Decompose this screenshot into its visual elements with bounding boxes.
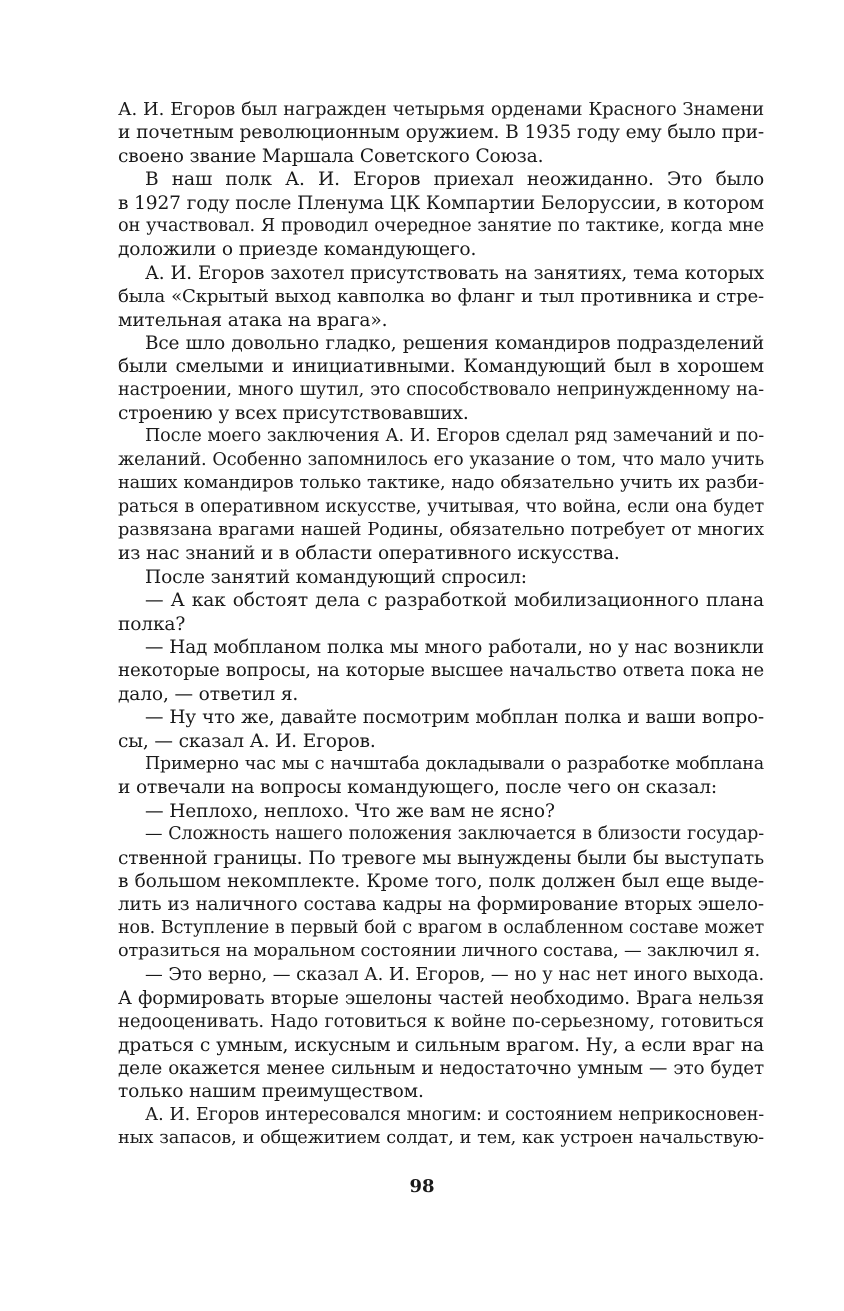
text-line: настроении, много шутил, это способствовало непринужденному на- — [118, 379, 764, 400]
text-line: — Над мобпланом полка мы много работали, но у нас возникли — [145, 636, 764, 658]
text-line: А. И. Егоров захотел присутствовать на занятиях, тема которых — [145, 262, 764, 284]
text-line: только нашим преимуществом. — [118, 1081, 424, 1103]
text-line: отразиться на моральном состоянии личного состава, — заключил я. — [118, 941, 761, 962]
text-line: Примерно час мы с начштаба докладывали о разработке мобплана — [145, 753, 764, 774]
text-line: и почетным революционным оружием. В 1935 году ему было при- — [118, 122, 764, 144]
text-line: он участвовал. Я проводил очередное занятие по тактике, когда мне — [118, 215, 764, 236]
text-line: А. И. Егоров был награжден четырьмя орденами Красного Знамени — [118, 99, 764, 120]
text-line: — А как обстоят дела с разработкой мобилизационного плана — [145, 590, 764, 612]
text-line: Все шло довольно гладко, решения командиров подразделений — [145, 332, 764, 354]
text-line: желаний. Особенно запомнилось его указание о том, что мало учить — [118, 449, 764, 470]
text-line: в большом некомплекте. Кроме того, полк должен был еще выде- — [118, 870, 764, 892]
text-line: развязана врагами нашей Родины, обязательно потребует от многих — [118, 520, 764, 541]
text-line: некоторые вопросы, на которые высшее начальство ответа пока не — [118, 660, 764, 682]
text-line: мительная атака на врага». — [118, 309, 388, 331]
text-line: После занятий командующий спросил: — [145, 566, 527, 588]
text-line: своено звание Маршала Советского Союза. — [118, 145, 544, 167]
text-line: лить из наличного состава кадры на формирование вторых эшело- — [118, 894, 764, 916]
text-line: в 1927 году после Пленума ЦК Компартии Белоруссии, в котором — [118, 192, 764, 214]
text-line: доложили о приезде командующего. — [118, 239, 477, 261]
text-line: и отвечали на вопросы командующего, после чего он сказал: — [118, 777, 718, 799]
text-line: драться с умным, искусным и сильным врагом. Ну, а если враг на — [118, 1034, 764, 1056]
text-line: строению у всех присутствовавших. — [118, 403, 469, 425]
text-line: дало, — ответил я. — [118, 683, 299, 705]
text-line: раться в оперативном искусстве, учитывая, что война, если она будет — [118, 496, 764, 517]
text-line: ных запасов, и общежитием солдат, и тем, как устроен начальствую- — [118, 1128, 764, 1149]
text-line: — Это верно, — сказал А. И. Егоров, — но у нас нет иного выхода. — [145, 964, 764, 986]
text-line: нов. Вступление в первый бой с врагом в ослабленном составе может — [118, 917, 764, 938]
text-line: из нас знаний и в области оперативного искусства. — [118, 543, 620, 565]
text-line: наших командиров только тактике, надо обязательно учить их разби- — [118, 473, 764, 494]
text-line: была «Скрытый выход кавполка во фланг и тыл противника и стре- — [118, 286, 764, 308]
text-line: А. И. Егоров интересовался многим: и состоянием неприкосновен- — [145, 1104, 764, 1125]
text-line: — Сложность нашего положения заключается в близости государ- — [145, 824, 764, 845]
text-line: В наш полк А. И. Егоров приехал неожиданно. Это было — [145, 169, 764, 191]
page-body — [118, 98, 764, 1151]
text-line: сы, — сказал А. И. Егоров. — [118, 730, 376, 752]
text-line: были смелыми и инициативными. Командующий был в хорошем — [118, 356, 764, 378]
text-line: недооценивать. Надо готовиться к войне по-серьезному, готовиться — [118, 1011, 764, 1033]
text-line: полка? — [118, 613, 186, 635]
text-line: деле окажется менее сильным и недостаточно умным — это будет — [118, 1058, 764, 1080]
text-line: После моего заключения А. И. Егоров сделал ряд замечаний и по- — [145, 426, 764, 447]
text-line: ственной границы. По тревоге мы вынуждены были бы выступать — [118, 847, 764, 869]
text-line: — Ну что же, давайте посмотрим мобплан полка и ваши вопро- — [145, 707, 764, 729]
page-number: 98 — [409, 1176, 435, 1197]
text-line: — Неплохо, неплохо. Что же вам не ясно? — [145, 800, 555, 822]
text-line: А формировать вторые эшелоны частей необходимо. Врага нельзя — [118, 987, 764, 1009]
